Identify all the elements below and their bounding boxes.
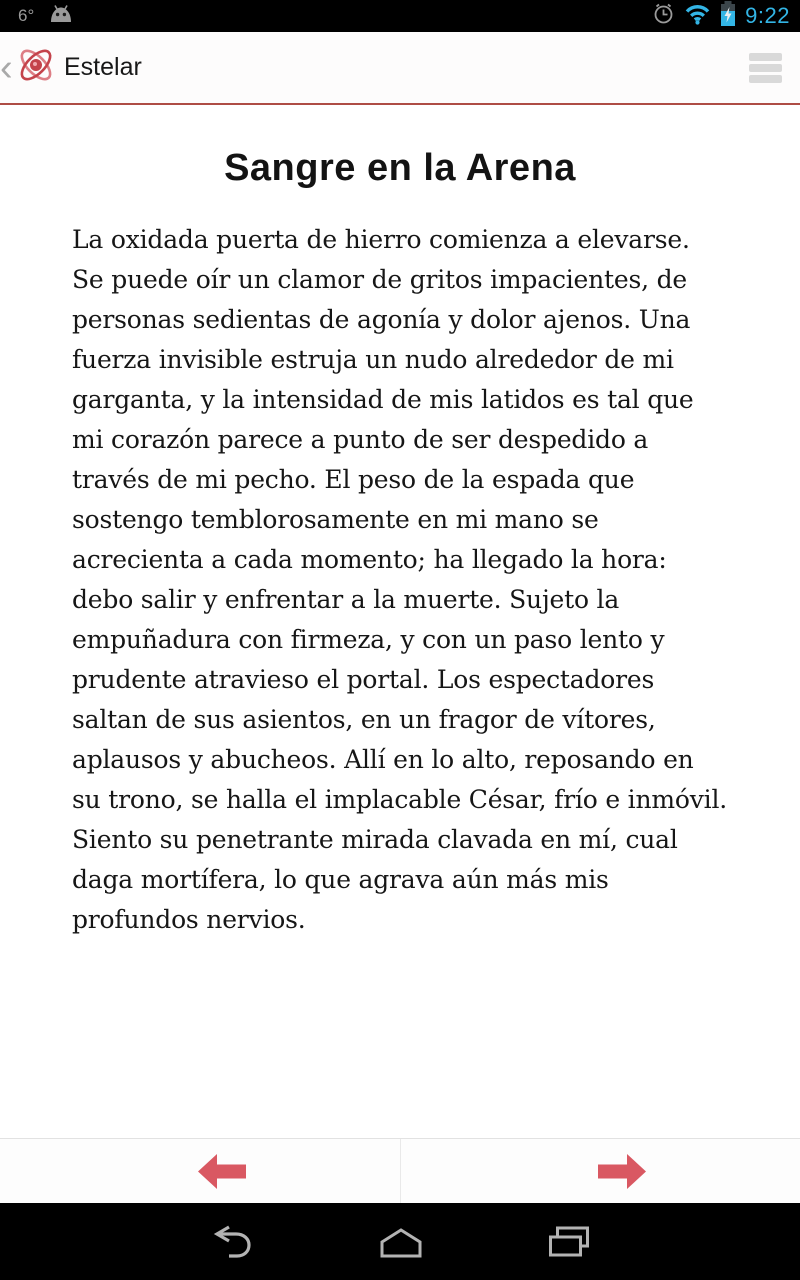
app-title: Estelar (64, 53, 142, 81)
status-bar-left (18, 4, 74, 28)
battery-charging-icon (720, 1, 736, 32)
hamburger-bar (749, 75, 782, 83)
temperature-reading: 6° (18, 6, 35, 25)
story-body: La oxidada puerta de hierro comienza a elevarse. Se puede oír un clamor de gritos impacientes, de personas sedientas de agonía y dolor ajenos. Una fuerza invisible estruja un nudo alrededor de mi garganta, y la intensidad de mis latidos es tal que mi corazón parece a punto de ser despedido a través de mi pecho. El peso de la espada que sostengo temblorosamente en mi mano se acrecienta a cada momento; ha llegado la hora: debo salir y enfrentar a la muerte. Sujeto la empuñadura con firmeza, y con un paso lento y prudente atravieso el portal. Los espectadores saltan de sus asientos, en un fragor de vítores, aplausos y abucheos. Allí en lo alto, reposando en su trono, se halla el implacable César, frío e inmóvil. Siento su penetrante mirada clavada en mí, cual daga mortífera, lo que agrava aún más mis profundos nervios. (72, 225, 727, 934)
android-nav-bar (0, 1203, 800, 1280)
nav-back-button[interactable] (210, 1225, 254, 1259)
status-bar (0, 0, 800, 32)
hamburger-bar (749, 64, 782, 72)
nav-home-button[interactable] (378, 1226, 424, 1258)
story-title: Sangre en la Arena (224, 147, 576, 189)
alarm-icon (652, 2, 675, 30)
back-chevron-icon[interactable]: ‹ (0, 46, 13, 89)
menu-button[interactable] (749, 53, 782, 83)
recents-icon (548, 1226, 590, 1258)
next-page-button[interactable] (400, 1139, 800, 1203)
atom-logo-icon[interactable] (15, 44, 57, 91)
nav-recents-button[interactable] (548, 1226, 590, 1258)
home-icon (378, 1226, 424, 1258)
app-bar (0, 32, 800, 103)
hamburger-bar (749, 53, 782, 61)
right-arrow-icon (598, 1154, 646, 1189)
clock-time: 9:22 (745, 3, 790, 28)
left-arrow-icon (198, 1154, 246, 1189)
pager-bar (0, 1138, 800, 1203)
status-bar-right (652, 1, 790, 32)
back-icon (210, 1225, 254, 1259)
android-robot-icon (48, 4, 74, 28)
story-content (0, 147, 800, 940)
accent-divider (0, 103, 800, 105)
prev-page-button[interactable] (0, 1139, 400, 1203)
wifi-icon (684, 3, 711, 30)
